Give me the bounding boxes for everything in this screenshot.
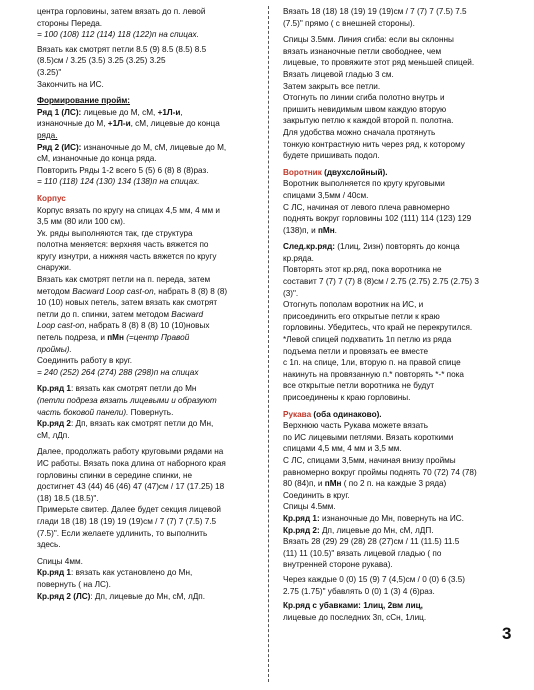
next-round-line: Отогнуть пополам воротник на ИС, и <box>283 300 424 310</box>
method-line: проймы). <box>37 344 72 354</box>
intro-line: стороны Переда. <box>37 18 103 28</box>
measure-line: (8.5)см / 3.25 (3.5) 3.25 (3.25) 3.25 <box>37 56 166 66</box>
method-line: петель подреза, и пМн (=центр Правой <box>37 333 190 343</box>
method-line: 10 (10) новых петель, затем вязать как смотрят <box>37 298 218 308</box>
hem-line: Отогнуть по линии сгиба полотно внутрь и <box>283 93 445 103</box>
body-line: снаружи. <box>37 263 72 273</box>
body-line: полотна меняется: верхняя часть вяжется по <box>37 240 209 250</box>
body-line: кругу изнутри, а нижняя часть вяжется по кругу <box>37 251 217 261</box>
hem-line: пришить невидимым швом каждую вторую <box>283 104 447 114</box>
decrease-freq: 2.75 (1.75)" убавлять 0 (0) 1 (3) 4 (6)раз. <box>283 586 435 596</box>
hem-line: лицевые, то провяжите этот ряд меньшей спицей. <box>283 58 475 68</box>
column-divider <box>268 6 269 682</box>
collar-line: Воротник выполняется по кругу круговыми <box>283 179 445 189</box>
continue-line: (18) 18.5 (18.5)". <box>37 493 99 503</box>
instruction-line: Закончить на ИС. <box>37 79 104 89</box>
round-2: Кр.ряд 2: Дп, лицевые до Мн, сМ, лДП. <box>283 525 434 535</box>
needles-line: Спицы 4.5мм. <box>283 502 336 512</box>
sleeves-line: равномерно вокруг проймы поднять 70 (72) 74 (78) <box>283 467 477 477</box>
round-1: Кр.ряд 1: вязать как смотрят петли до Мн <box>37 384 197 394</box>
collar-line: (138)п, и пМн. <box>283 225 337 235</box>
right-column <box>283 6 495 623</box>
intro-line: центра горловины, затем вязать до п. левой <box>37 7 206 16</box>
hem-line: вязать изнаночные петли свободнее, чем <box>283 46 442 56</box>
page-number: 3 <box>502 624 512 643</box>
round-1: Кр.ряд 1: изнаночные до Мн, повернуть на ИС. <box>283 513 464 523</box>
attach-line: накинуть на провязанную п.* повторять *-* пока <box>283 369 464 379</box>
decrease-round-cont: лицевые до последних 3п, сСн, 1лиц. <box>283 612 427 622</box>
sleeves-line: внутренней стороне рукава). <box>283 560 393 570</box>
armhole-row-1-cont: изнаночные до М, +1Л-и, сМ, лицевые до конца <box>37 119 220 129</box>
continue-line: ИС работы. Вязать пока длина от наборного края <box>37 458 226 468</box>
sleeves-line: Вязать 28 (29) 29 (28) 28 (27)см / 11 (11.5) 11.5 <box>283 537 460 547</box>
sleeves-line: 80 (84)п, и пМн ( по 2 п. на каждые 3 ряда) <box>283 479 447 489</box>
next-round-line: кр.ряда. <box>283 253 314 263</box>
next-round-line: присоединить его открытые петли к краю <box>283 311 440 321</box>
attach-line: все открытые петли воротника не будут <box>283 381 435 391</box>
armhole-row-2-cont: сМ, изнаночные до конца ряда. <box>37 154 157 164</box>
body-line: Корпус вязать по кругу на спицах 4,5 мм, 4 мм и <box>37 205 221 215</box>
stitch-count: = 110 (118) 124 (130) 134 (138)п на спицах. <box>37 177 200 187</box>
armhole-heading: Формирование пройм: <box>37 96 131 106</box>
attach-line: *Левой спицей подхватить 1п петлю из ряда <box>283 335 452 345</box>
sleeves-line: (11) 11 (10.5)" вязать лицевой гладью ( по <box>283 548 442 558</box>
decrease-round: Кр.ряд с убавками: 1лиц, 2вм лиц, <box>283 601 423 611</box>
body-line: Ук. ряды выполняются так, где структура <box>37 228 193 238</box>
tryon-line: здесь. <box>37 540 61 550</box>
tryon-line: глади 18 (18) 18 (19) 19 (19)см / 7 (7) 7 (7.5) 7.5 <box>37 516 217 526</box>
attach-line: с 1п. на спице, 1ли, вторую п. на правой спице <box>283 358 461 368</box>
collar-line: спицами 3,5мм / 40см. <box>283 190 369 200</box>
sleeves-line: по ИС лицевыми петлями. Вязать короткими <box>283 432 454 442</box>
hem-line: закрытую петлю к каждой второй п. полотна. <box>283 116 454 126</box>
left-column <box>37 6 256 602</box>
next-round-line: составит 7 (7) 7 (7) 8 (8)см / 2.75 (2.75) 2.75 (2.75) 3 <box>283 277 479 287</box>
method-line: Вязать как смотрят петли на п. переда, затем <box>37 275 211 285</box>
attach-line: подъема петли и провязать ее вместе <box>283 346 429 356</box>
body-heading: Корпус <box>37 193 66 203</box>
armhole-repeat: Повторить Ряды 1-2 всего 5 (5) 6 (8) 8 (8)раз. <box>37 165 209 175</box>
continue-line: достигнет 43 (44) 46 (46) 47 (47)см / 17 (17.25) 18 <box>37 482 225 492</box>
measure-line: (3.25)" <box>37 67 62 77</box>
sleeves-heading: Рукава (оба одинаково). <box>283 409 382 419</box>
hem-line: Вязать лицевой гладью 3 см. <box>283 69 394 79</box>
method-line: методом Bacward Loop cast-on, набрать 8 (8) 8 (8) <box>37 286 228 296</box>
armhole-row-1: Ряд 1 (ЛС): лицевые до М, сМ, +1Л-и, <box>37 107 183 117</box>
method-line: петли до п. спинки, затем методом Bacward <box>37 309 204 319</box>
collar-heading: Воротник (двухслойный). <box>283 167 388 177</box>
stitch-count: = 100 (108) 112 (114) 118 (122)п на спицах. <box>37 30 199 40</box>
sleeves-line: Верхнюю часть Рукава можете вязать <box>283 421 428 431</box>
round-1-cont: (петли подреза вязать лицевыми и образуют <box>37 396 217 405</box>
next-round-line: горловины. Убедитесь, что край не перекрутился. <box>283 323 473 333</box>
hem-line: Затем закрыть все петли. <box>283 81 381 91</box>
needles-line: Спицы 4мм. <box>37 556 83 566</box>
round-1-cont: повернуть ( на ЛС). <box>37 579 111 589</box>
decrease-freq: Через каждые 0 (0) 15 (9) 7 (4,5)см / 0 (0) 6 (3.5) <box>283 574 466 584</box>
hem-line: тонкую контрастную нить через ряд, к которому <box>283 139 465 149</box>
hem-line: Для удобства можно сначала протянуть <box>283 127 436 137</box>
sleeves-line: спицами 4,5 мм, 4 мм и 3,5 мм. <box>283 444 402 454</box>
next-round: След.кр.ряд: (1лиц, 2изн) повторять до конца <box>283 242 460 252</box>
sleeves-line: Соединить в круг. <box>283 490 350 500</box>
sleeves-line: С ЛС, спицами 3,5мм, начиная внизу проймы <box>283 455 456 465</box>
hem-line: будете пришивать подол. <box>283 151 380 161</box>
collar-line: поднять вокруг горловины 102 (111) 114 (123) 129 <box>283 214 472 224</box>
tryon-line: Примерьте свитер. Далее будет секция лицевой <box>37 505 221 515</box>
body-line: 3,5 мм (80 или 100 см). <box>37 217 126 227</box>
hem-line: Спицы 3.5мм. Линия сгиба: если вы склонны <box>283 35 454 45</box>
join-line: Соединить работу в круг. <box>37 356 132 366</box>
method-line: Loop cast-on, набрать 8 (8) 8 (8) 10 (10)новых <box>37 321 210 331</box>
continue-line: горловины спинки в середине спинки, не <box>37 470 193 480</box>
round-2: Кр.ряд 2 (ЛС): Дп, лицевые до Мн, сМ, лДп. <box>37 591 205 601</box>
armhole-row-1-cont: ряда. <box>37 130 58 140</box>
collar-line: С ЛС, начиная от левого плеча равномерно <box>283 202 450 212</box>
armhole-row-2: Ряд 2 (ИС): изнаночные до М, сМ, лицевые до М, <box>37 142 227 152</box>
round-2: Кр.ряд 2: Дп, вязать как смотрят петли до Мн, <box>37 419 214 429</box>
round-2-cont: сМ, лДп. <box>37 430 70 440</box>
next-round-line: Повторять этот кр.ряд, пока воротника не <box>283 265 442 275</box>
round-1-cont: часть боковой панели). Повернуть. <box>37 407 174 417</box>
continue-line: Далее, продолжать работу круговыми рядами на <box>37 447 224 457</box>
attach-line: присоединены к краю горловины. <box>283 393 411 402</box>
measure-line: Вязать как смотрят петли 8.5 (9) 8.5 (8.5) 8.5 <box>37 44 207 54</box>
stitch-count: = 240 (252) 264 (274) 288 (298)п на спицах <box>37 367 199 377</box>
tryon-line: (7.5)". Если желаете удлинить, то выполнить <box>37 528 208 538</box>
round-1: Кр.ряд 1: вязать как установлено до Мн, <box>37 568 193 578</box>
next-round-line: (3)". <box>283 288 299 298</box>
knit-line: Вязать 18 (18) 18 (19) 19 (19)см / 7 (7) 7 (7.5) 7.5 <box>283 7 467 16</box>
knit-line: (7.5)" прямо ( с внешней стороны). <box>283 18 415 28</box>
